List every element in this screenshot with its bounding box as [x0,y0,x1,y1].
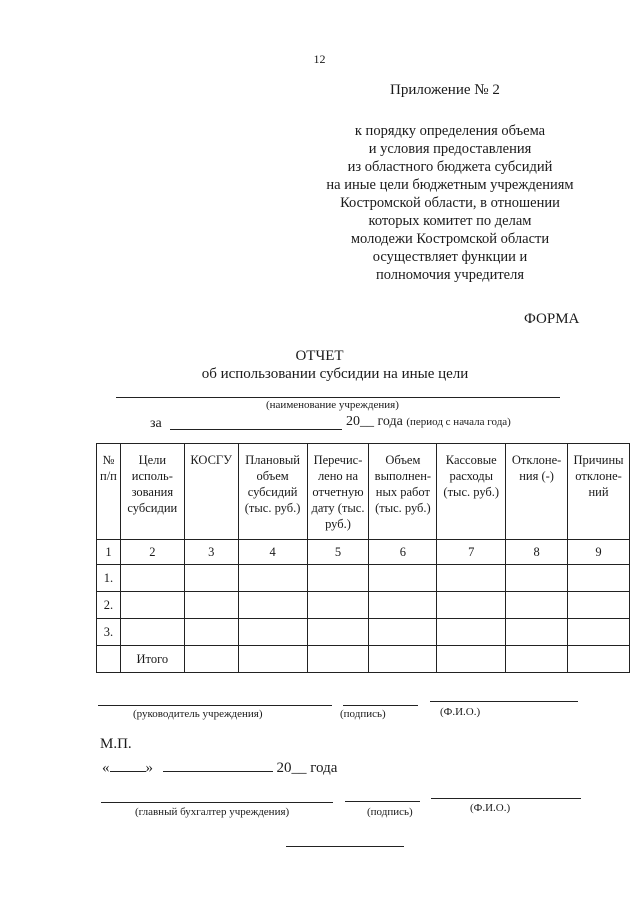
table-cell[interactable] [184,619,238,646]
column-number: 1 [97,540,121,565]
col-header: Плановый объем субсидий (тыс. руб.) [238,444,307,540]
form-label: ФОРМА [524,311,580,327]
appendix-line: молодежи Костромской области [350,231,550,247]
table-cell[interactable] [506,619,568,646]
header-row [97,444,630,540]
period-note: (период с начала года) [406,416,511,428]
table-cell[interactable] [506,592,568,619]
row-number: 2. [97,592,121,619]
row-number: 3. [97,619,121,646]
table-cell[interactable] [568,619,630,646]
column-number: 3 [184,540,238,565]
head-caption: (руководитель учреждения) [133,708,263,720]
accountant-fio-line[interactable] [431,798,581,799]
closing-rule [286,846,404,847]
col-header: Объем выполнен-ных работ (тыс. руб.) [369,444,437,540]
accountant-name-line[interactable] [101,802,333,803]
sign-caption-2: (подпись) [367,806,413,818]
appendix-line: Костромской области, в отношении [340,195,560,211]
head-sign-line[interactable] [343,705,418,706]
column-number: 8 [506,540,568,565]
column-number: 2 [120,540,184,565]
table-cell[interactable] [437,592,506,619]
accountant-caption: (главный бухгалтер учреждения) [135,806,290,818]
table-cell[interactable] [506,646,568,673]
table-row [97,565,630,592]
institution-caption: (наименование учреждения) [266,399,399,411]
date-close-quote: » [145,760,153,776]
stamp-place: М.П. [100,736,132,752]
col-header: Отклоне-ния (-) [506,444,568,540]
table-cell[interactable] [307,592,369,619]
table-cell[interactable] [568,592,630,619]
row-goal[interactable] [120,619,184,646]
month-line[interactable] [163,771,273,772]
appendix-line: на иные цели бюджетным учреждениям [326,177,574,193]
day-line[interactable] [110,771,146,772]
report-subtitle: об использовании субсидии на иные цели [201,366,469,382]
table-cell[interactable] [238,619,307,646]
col-header: КОСГУ [184,444,238,540]
table-cell[interactable] [184,565,238,592]
column-number: 9 [568,540,630,565]
column-number: 4 [238,540,307,565]
column-number-row [97,540,630,565]
report-table [96,443,630,673]
accountant-sign-line[interactable] [345,801,420,802]
table-cell[interactable] [307,619,369,646]
appendix-line: и условия предоставления [368,141,532,157]
period-year: 20__ года [346,414,403,429]
period-prefix: за [150,416,162,431]
col-header: Причины отклоне-ний [568,444,630,540]
page-number: 12 [313,52,326,66]
date-year: 20__ года [276,760,338,776]
period-text [346,414,511,430]
table-cell[interactable] [238,565,307,592]
table-cell[interactable] [506,565,568,592]
row-number [97,646,121,673]
period-line[interactable] [170,429,342,430]
table-cell[interactable] [568,646,630,673]
column-number: 6 [369,540,437,565]
table-cell[interactable] [238,592,307,619]
appendix-title: Приложение № 2 [390,82,500,98]
fio-caption: (Ф.И.О.) [440,706,481,718]
table-cell[interactable] [369,565,437,592]
sign-caption: (подпись) [340,708,386,720]
col-header: Кассовые расходы (тыс. руб.) [437,444,506,540]
row-goal[interactable] [120,565,184,592]
col-header: Цели исполь-зования субсидии [120,444,184,540]
row-goal[interactable] [120,592,184,619]
head-name-line[interactable] [98,705,332,706]
table-cell[interactable] [307,565,369,592]
appendix-line: из областного бюджета субсидий [347,159,553,175]
table-cell[interactable] [369,619,437,646]
table-cell[interactable] [184,592,238,619]
col-header: Перечис-лено на отчетную дату (тыс. руб.) [307,444,369,540]
report-title: ОТЧЕТ [295,348,344,364]
table-cell[interactable] [437,565,506,592]
head-fio-line[interactable] [430,701,578,702]
appendix-line: полномочия учредителя [375,267,525,283]
table-cell[interactable] [437,619,506,646]
row-goal-total: Итого [120,646,184,673]
appendix-line: которых комитет по делам [368,213,532,229]
col-header: № п/п [97,444,121,540]
appendix-line: осуществляет функции и [372,249,528,265]
appendix-line: к порядку определения объема [354,123,546,139]
fio-caption-2: (Ф.И.О.) [470,802,511,814]
table-cell[interactable] [568,565,630,592]
table-cell[interactable] [437,646,506,673]
appendix-description [300,122,600,284]
table-row [97,619,630,646]
institution-name-line[interactable] [116,397,560,398]
table-row [97,592,630,619]
date-field [102,760,337,777]
total-row [97,646,630,673]
table-cell[interactable] [369,592,437,619]
table-cell[interactable] [184,646,238,673]
table-cell[interactable] [369,646,437,673]
column-number: 7 [437,540,506,565]
table-cell[interactable] [238,646,307,673]
column-number: 5 [307,540,369,565]
row-number: 1. [97,565,121,592]
date-open-quote: « [102,760,110,776]
table-cell[interactable] [307,646,369,673]
